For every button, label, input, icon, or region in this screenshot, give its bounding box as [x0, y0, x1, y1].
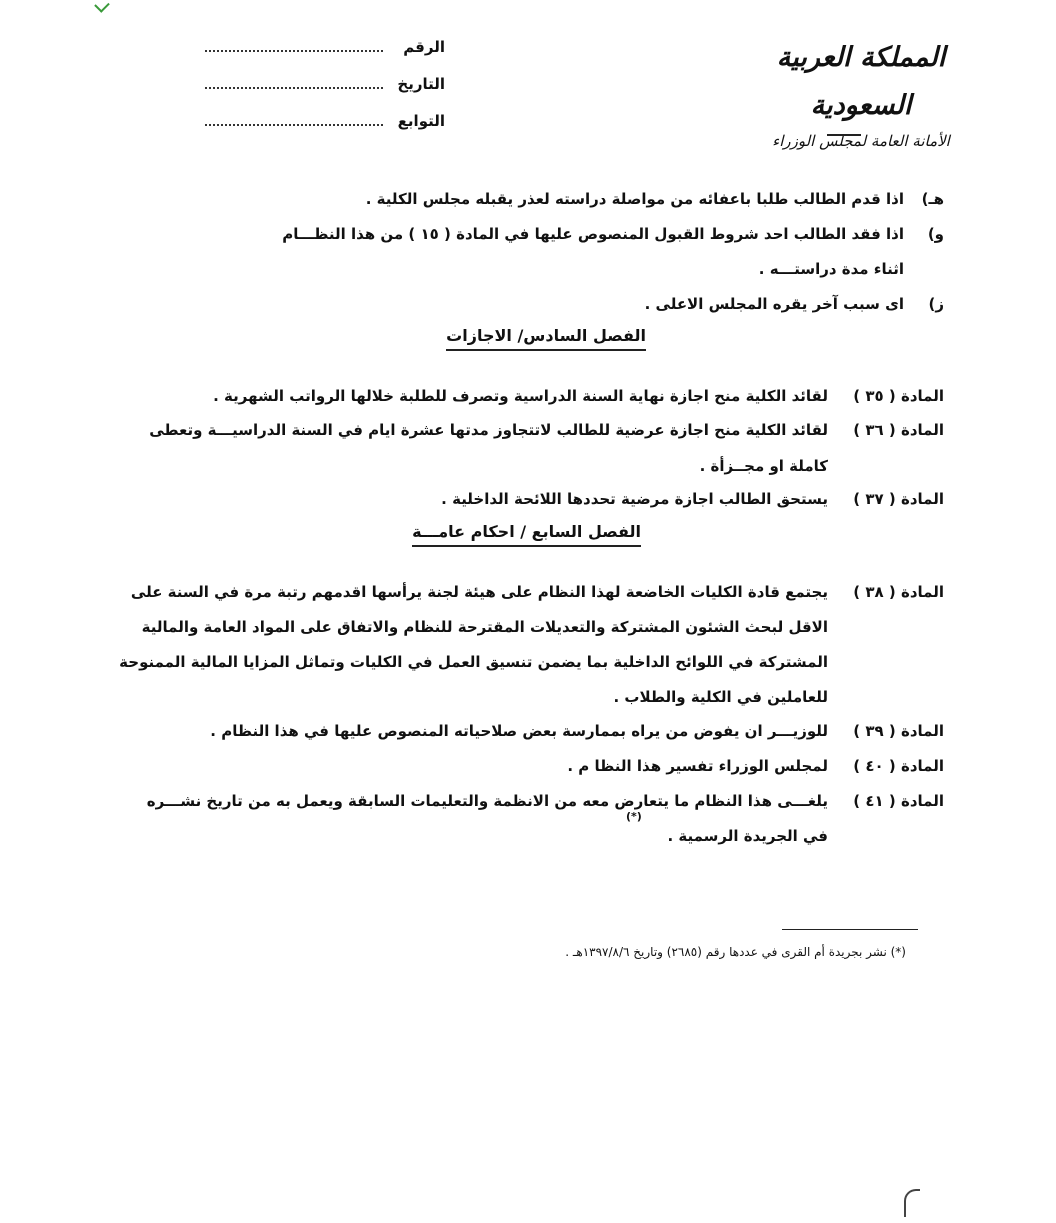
clause-marker: و): [927, 225, 944, 243]
article-label: المادة ( ٤١ ): [853, 792, 944, 810]
letterhead-divider: [827, 134, 861, 136]
article-text: يجتمع قادة الكليات الخاضعة لهذا النظام على هيئة لجنة يرأسها اقدمهم رتبة مرة في السنة على: [130, 583, 828, 601]
article-label: المادة ( ٣٦ ): [853, 421, 944, 439]
ref-number-label: الرقم: [403, 38, 445, 56]
clause-text: اثناء مدة دراستـــه .: [758, 260, 904, 278]
article-text: لقائد الكلية منح اجازة عرضية للطالب لاتتجاوز مدتها عشرة ايام في السنة الدراسيـــة وتعطى: [149, 421, 828, 439]
clause-text: اذا فقد الطالب احد شروط القبول المنصوص عليها في المادة ( ١٥ ) من هذا النظـــام: [282, 225, 904, 243]
article-label: المادة ( ٤٠ ): [853, 757, 944, 775]
article-label: المادة ( ٣٨ ): [853, 583, 944, 601]
footnote-reference-mark: (*): [626, 810, 642, 823]
ref-attachments-label: التوابع: [397, 112, 445, 130]
check-mark-icon: [94, 0, 110, 13]
kingdom-title: المملكة العربية السعودية: [776, 42, 946, 121]
ref-number-row: [205, 38, 445, 75]
clause-marker: ز): [928, 295, 944, 313]
ref-date-line: [205, 77, 383, 89]
article-text: للوزيـــر ان يفوض من يراه بممارسة بعض صلاحياته المنصوص عليها في هذا النظام .: [210, 722, 828, 740]
article-text: الاقل لبحث الشئون المشتركة والتعديلات المقترحة للنظام والاتفاق على المواد العامة والمالية: [141, 618, 828, 636]
reference-fields: [205, 38, 445, 149]
ref-number-line: [205, 40, 383, 52]
clause-text: اذا قدم الطالب طلبا باعفائه من مواصلة دراسته لعذر يقبله مجلس الكلية .: [365, 190, 904, 208]
chapter-seven-heading: [412, 522, 641, 547]
chapter-seven-title: الفصل السابع / احكام عامـــة: [412, 522, 641, 547]
letterhead: [736, 34, 986, 150]
ref-date-label: التاريخ: [397, 75, 445, 93]
ref-attachments-row: [205, 112, 445, 149]
ref-date-row: [205, 75, 445, 112]
clause-marker: هـ): [921, 190, 944, 208]
article-text: للعاملين في الكلية والطلاب .: [613, 688, 828, 706]
article-text: يلغـــى هذا النظام ما يتعارض معه من الانظمة والتعليمات السابقة ويعمل به من تاريخ نشـــره: [146, 792, 828, 810]
article-text: كاملة او مجــزأة .: [699, 457, 828, 475]
article-text: لقائد الكلية منح اجازة نهاية السنة الدراسية وتصرف للطلبة خلالها الرواتب الشهرية .: [213, 387, 828, 405]
article-text: المشتركة في اللوائح الداخلية بما يضمن تنسيق العمل في الكليات وتماثل المزايا المالية الممنوحة: [119, 653, 828, 671]
article-text: في الجريدة الرسمية .: [667, 827, 828, 845]
ref-attachments-line: [205, 114, 383, 126]
article-text: لمجلس الوزراء تفسير هذا النظا م .: [567, 757, 828, 775]
article-label: المادة ( ٣٩ ): [853, 722, 944, 740]
clause-text: اى سبب آخر يقره المجلس الاعلى .: [644, 295, 904, 313]
article-label: المادة ( ٣٧ ): [853, 490, 944, 508]
secretariat-title: الأمانة العامة لمجلس الوزراء: [772, 132, 950, 150]
footnote: (*) نشر بجريدة أم القرى في عددها رقم (٢٦٨٥) وتاريخ ١٣٩٧/٨/٦هـ .: [565, 945, 906, 959]
page-corner-mark: [904, 1189, 920, 1217]
article-label: المادة ( ٣٥ ): [853, 387, 944, 405]
footnote-divider: [782, 929, 918, 930]
chapter-six-heading: [446, 326, 646, 351]
article-text: يستحق الطالب اجازة مرضية تحددها اللائحة الداخلية .: [441, 490, 828, 508]
chapter-six-title: الفصل السادس/ الاجازات: [446, 326, 646, 351]
